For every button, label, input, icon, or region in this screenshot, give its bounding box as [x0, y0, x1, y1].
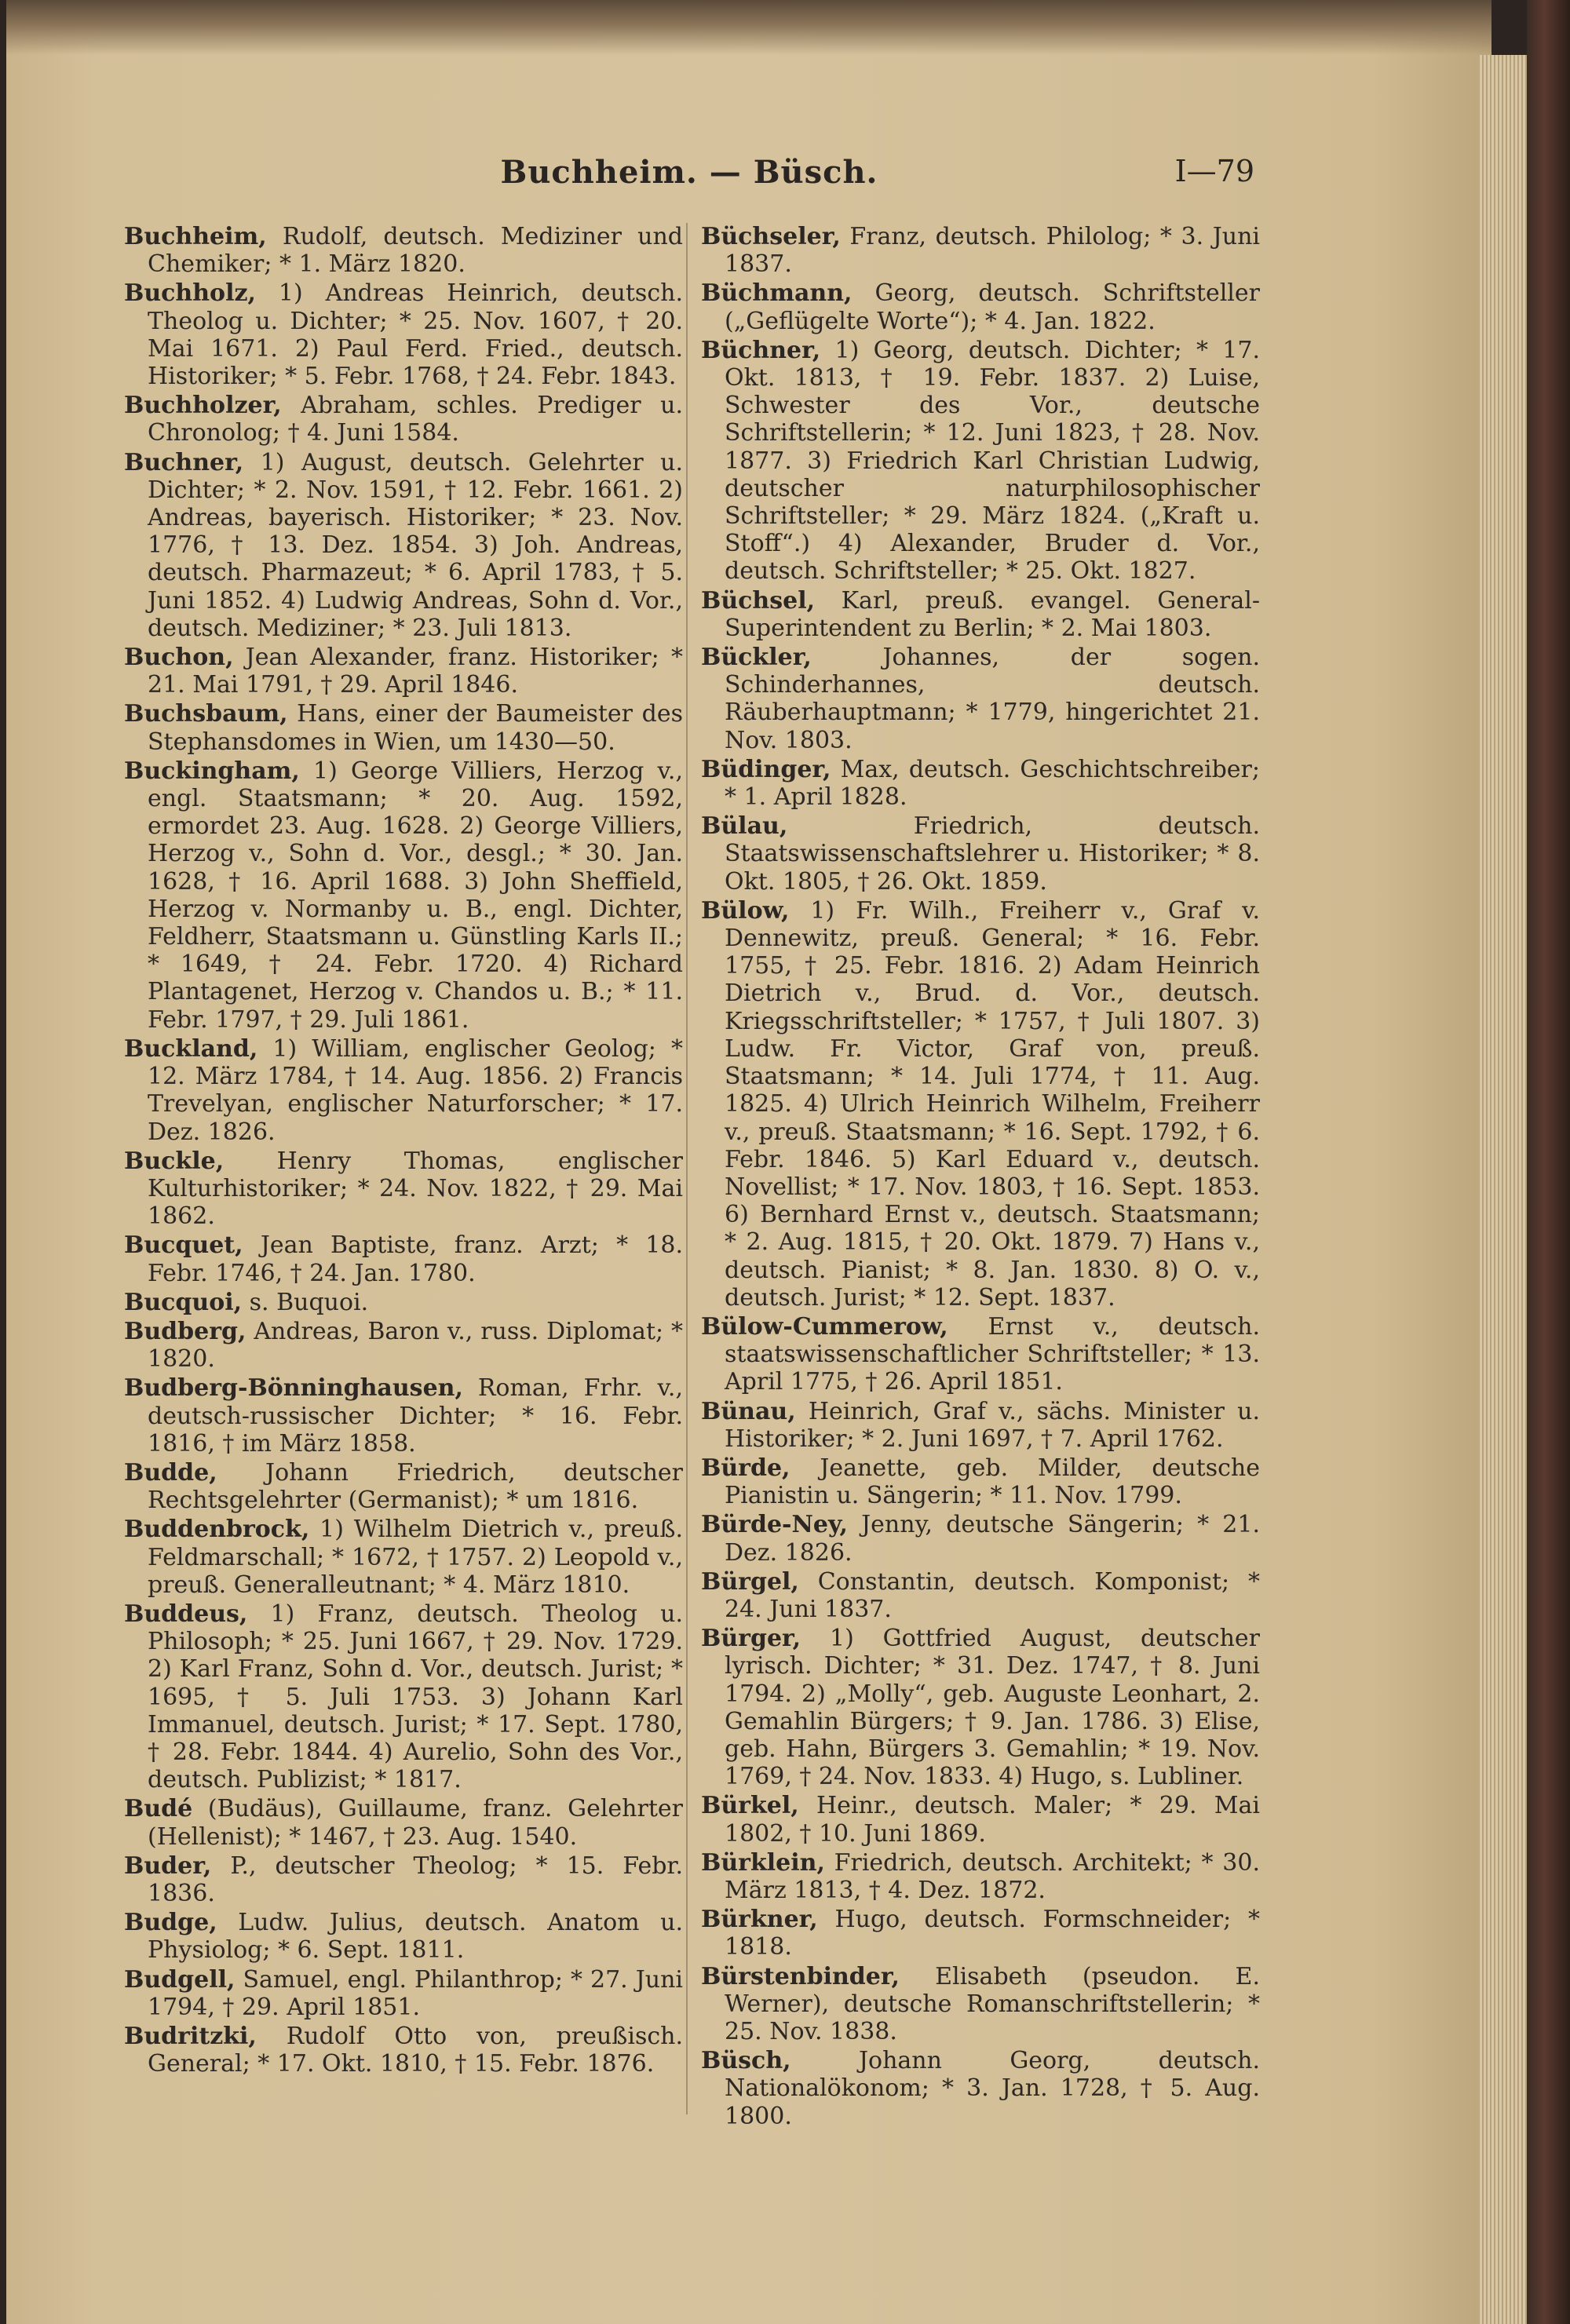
dictionary-entry: [701, 1963, 1260, 2046]
dictionary-entry: [701, 587, 1260, 642]
dictionary-entry: [701, 223, 1260, 278]
dictionary-entry: [701, 1792, 1260, 1847]
dictionary-entry: [701, 1568, 1260, 1623]
left-column: [124, 223, 683, 2079]
entry-headword: Buchheim,: [124, 223, 267, 250]
entry-headword: Buckingham,: [124, 757, 300, 785]
dictionary-entry: [701, 1398, 1260, 1453]
dictionary-entry: [701, 756, 1260, 811]
dictionary-entry: [124, 449, 683, 642]
entry-text: Franz, deutsch. Philolog; * 3. Juni 1837.: [725, 223, 1260, 279]
entry-headword: Budberg,: [124, 1317, 246, 1345]
dictionary-entry: [124, 392, 683, 447]
entry-headword: Buchner,: [124, 448, 244, 476]
entry-text: Jenny, deutsche Sängerin; * 21. Dez. 1826.: [725, 1511, 1260, 1567]
entry-headword: Buchon,: [124, 644, 234, 672]
dictionary-entry: [701, 897, 1260, 1312]
entry-headword: Bürde,: [701, 1454, 790, 1482]
entry-headword: Büchmann,: [701, 279, 853, 308]
dictionary-entry: [124, 223, 683, 278]
entry-text: Heinrich, Graf v., sächs. Minister u. Historiker; * 2. Juni 1697, † 7. April 1762.: [725, 1397, 1260, 1453]
entry-text: Hugo, deutsch. Formschneider; * 1818.: [725, 1906, 1260, 1961]
entry-headword: Budberg-Bönninghausen,: [124, 1374, 463, 1403]
entry-headword: Bucquet,: [124, 1231, 243, 1260]
dictionary-entry: [124, 1231, 683, 1286]
dictionary-entry: [701, 644, 1260, 754]
dictionary-entry: [124, 1374, 683, 1458]
entry-headword: Bückler,: [701, 644, 812, 672]
entry-text: 1) George Villiers, Herzog v., engl. Staatsmann; * 20. Aug. 1592, ermordet 23. Aug. 1628. 2) George Villiers, Herzog v., Sohn d. Vor., desgl.; * 30. Jan. 1628, † 16. April 1688. 3) John Sheffield, Herzog v. Normanby u. B., engl. Dichter, Feldherr, Staatsmann u. Günstling Karls II.; * 1649, † 24. Febr. 1720. 4) Richard Plantagenet, Herzog v. Chandos u. B.; * 11. Febr. 1797, † 29. Juli 1861.: [148, 757, 683, 1034]
book-page: [6, 0, 1492, 2324]
entry-headword: Bünau,: [701, 1397, 796, 1425]
dictionary-entry: [701, 1454, 1260, 1509]
entry-text: P., deutscher Theolog; * 15. Febr. 1836.: [148, 1852, 683, 1907]
entry-text: Ernst v., deutsch. staatswissenschaftlicher Schriftsteller; * 13. April 1775, † 26. April 1851.: [725, 1312, 1260, 1396]
entry-text: 1) Gottfried August, deutscher lyrisch. Dichter; * 31. Dez. 1747, † 8. Juni 1794. 2) „Molly“, geb. Auguste Leonhart, 2. Gemahlin Bürgers; † 9. Jan. 1786. 3) Elise, geb. Hahn, Bürgers 3. Gemahlin; * 19. Nov. 1769, † 24. Nov. 1833. 4) Hugo, s. Lubliner.: [725, 1625, 1260, 1791]
dictionary-entry: [124, 279, 683, 390]
dictionary-entry: [701, 337, 1260, 586]
entry-headword: Bürgel,: [701, 1567, 799, 1596]
entry-text: Friedrich, deutsch. Staatswissenschaftslehrer u. Historiker; * 8. Okt. 1805, † 26. Okt. 1859.: [725, 812, 1260, 896]
entry-text: s. Buquoi.: [242, 1288, 369, 1316]
entry-text: Jeanette, geb. Milder, deutsche Pianistin u. Sängerin; * 11. Nov. 1799.: [725, 1454, 1260, 1510]
entry-text: 1) Wilhelm Dietrich v., preuß. Feldmarschall; * 1672, † 1757. 2) Leopold v., preuß. Generalleutnant; * 4. März 1810.: [148, 1516, 683, 1599]
entry-headword: Buchholz,: [124, 279, 256, 308]
dictionary-entry: [124, 1147, 683, 1231]
entry-headword: Buchsbaum,: [124, 700, 288, 728]
dictionary-entry: [124, 1035, 683, 1146]
dictionary-entry: [124, 700, 683, 755]
entry-headword: Bürkner,: [701, 1906, 818, 1934]
entry-headword: Budritzki,: [124, 2023, 257, 2050]
entry-headword: Bürklein,: [701, 1848, 825, 1877]
dictionary-entry: [124, 1600, 683, 1793]
entry-text: Elisabeth (pseudon. E. Werner), deutsche Romanschriftstellerin; * 25. Nov. 1838.: [725, 1962, 1260, 2045]
entry-headword: Bülow,: [701, 896, 790, 925]
entry-text: Rudolf, deutsch. Mediziner und Chemiker; * 1. März 1820.: [148, 223, 683, 279]
entry-text: 1) Georg, deutsch. Dichter; * 17. Okt. 1813, † 19. Febr. 1837. 2) Luise, Schwester des Vor., deutsche Schriftstellerin; * 12. Juni 1823, † 28. Nov. 1877. 3) Friedrich Karl Christian Ludwig, deutscher naturphilosophischer Schriftsteller; * 29. März 1824. („Kraft u. Stoff“.) 4) Alexander, Bruder d. Vor., deutsch. Schriftsteller; * 25. Okt. 1827.: [725, 336, 1260, 586]
page-number: I—79: [1174, 154, 1254, 188]
column-divider: [686, 223, 688, 2114]
dictionary-entry: [124, 644, 683, 699]
dictionary-entry: [701, 1906, 1260, 1961]
entry-text: 1) Franz, deutsch. Theolog u. Philosoph; * 25. Juni 1667, † 29. Nov. 1729. 2) Karl Franz, Sohn d. Vor., deutsch. Jurist; * 1695, † 5. Juli 1753. 3) Johann Karl Immanuel, deutsch. Jurist; * 17. Sept. 1780, † 28. Febr. 1844. 4) Aurelio, Sohn des Vor., deutsch. Publizist; * 1817.: [148, 1600, 683, 1794]
dictionary-entry: [701, 1313, 1260, 1396]
entry-headword: Bürde-Ney,: [701, 1511, 849, 1539]
dictionary-entry: [701, 1625, 1260, 1790]
entry-headword: Büchseler,: [701, 223, 841, 250]
entry-text: Karl, preuß. evangel. General-Superintendent zu Berlin; * 2. Mai 1803.: [725, 586, 1260, 642]
entry-headword: Bürger,: [701, 1625, 801, 1653]
page-edges: [1480, 55, 1527, 2324]
entry-text: Abraham, schles. Prediger u. Chronolog; † 4. Juni 1584.: [148, 392, 683, 447]
dictionary-entry: [124, 2023, 683, 2078]
entry-headword: Budge,: [124, 1909, 217, 1937]
right-column: [701, 223, 1260, 2132]
entry-headword: Budde,: [124, 1458, 217, 1487]
dictionary-entry: [701, 279, 1260, 334]
dictionary-entry: [124, 1516, 683, 1599]
entry-headword: Buddeus,: [124, 1600, 248, 1628]
entry-text: Friedrich, deutsch. Architekt; * 30. März 1813, † 4. Dez. 1872.: [725, 1848, 1260, 1904]
entry-headword: Bürkel,: [701, 1792, 799, 1820]
entry-headword: Buckle,: [124, 1147, 225, 1175]
dictionary-entry: [701, 1849, 1260, 1904]
entry-headword: Buckland,: [124, 1034, 258, 1063]
entry-headword: Bucquoi,: [124, 1288, 243, 1316]
running-header: [124, 154, 1254, 198]
dictionary-entry: [701, 1511, 1260, 1566]
entry-headword: Büchsel,: [701, 586, 816, 615]
entry-headword: Bülow-Cummerow,: [701, 1312, 948, 1341]
dictionary-entry: [124, 1318, 683, 1373]
entry-text: Constantin, deutsch. Komponist; * 24. Juni 1837.: [725, 1567, 1260, 1623]
entry-text: Georg, deutsch. Schriftsteller („Geflügelte Worte“); * 4. Jan. 1822.: [725, 279, 1260, 335]
entry-text: Jean Alexander, franz. Historiker; * 21. Mai 1791, † 29. April 1846.: [148, 644, 683, 699]
entry-text: 1) Fr. Wilh., Freiherr v., Graf v. Dennewitz, preuß. General; * 16. Febr. 1755, † 25. Febr. 1816. 2) Adam Heinrich Dietrich v., Brud. d. Vor., deutsch. Kriegsschriftsteller; * 1757, † Juli 1807. 3) Ludw. Fr. Victor, Graf von, preuß. Staatsmann; * 14. Juli 1774, † 11. Aug. 1825. 4) Ulrich Heinrich Wilhelm, Freiherr v., preuß. Staatsmann; * 16. Sept. 1792, † 6. Febr. 1846. 5) Karl Eduard v., deutsch. Novellist; * 17. Nov. 1803, † 16. Sept. 1853. 6) Bernhard Ernst v., deutsch. Staatsmann; * 2. Aug. 1815, † 20. Okt. 1879. 7) Hans v., deutsch. Pianist; * 8. Jan. 1830. 8) O. v., deutsch. Jurist; * 12. Sept. 1837.: [725, 896, 1260, 1312]
entry-text: Johannes, der sogen. Schinderhannes, deutsch. Räuberhauptmann; * 1779, hingerichtet 21. Nov. 1803.: [725, 644, 1260, 754]
page-header-title: Buchheim. — Büsch.: [500, 154, 878, 191]
entry-text: Max, deutsch. Geschichtschreiber; * 1. April 1828.: [725, 755, 1260, 812]
entry-text: Rudolf Otto von, preußisch. General; * 17. Okt. 1810, † 15. Febr. 1876.: [148, 2023, 683, 2078]
entry-text: 1) William, englischer Geolog; * 12. März 1784, † 14. Aug. 1856. 2) Francis Trevelyan, englischer Naturforscher; * 17. Dez. 1826.: [148, 1034, 683, 1146]
dictionary-entry: [701, 2047, 1260, 2130]
entry-headword: Buddenbrock,: [124, 1516, 310, 1544]
entry-headword: Büchner,: [701, 336, 821, 364]
dictionary-entry: [124, 1795, 683, 1850]
dictionary-entry: [124, 1966, 683, 2021]
entry-text: Johann Friedrich, deutscher Rechtsgelehrter (Germanist); * um 1816.: [148, 1458, 683, 1515]
dictionary-entry: [124, 1852, 683, 1907]
entry-headword: Budé: [124, 1795, 193, 1823]
dictionary-entry: [701, 812, 1260, 896]
entry-headword: Büsch,: [701, 2047, 791, 2075]
entry-headword: Buder,: [124, 1852, 212, 1880]
entry-text: (Budäus), Guillaume, franz. Gelehrter (Hellenist); * 1467, † 23. Aug. 1540.: [148, 1795, 683, 1851]
entry-text: Roman, Frhr. v., deutsch-russischer Dichter; * 16. Febr. 1816, † im März 1858.: [148, 1374, 683, 1458]
entry-text: 1) Andreas Heinrich, deutsch. Theolog u. Dichter; * 25. Nov. 1607, † 20. Mai 1671. 2) Paul Ferd. Fried., deutsch. Historiker; * 5. Febr. 1768, † 24. Febr. 1843.: [148, 279, 683, 391]
dictionary-entry: [124, 1909, 683, 1964]
dictionary-entry: [124, 1289, 683, 1316]
dictionary-entry: [124, 757, 683, 1034]
entry-text: Andreas, Baron v., russ. Diplomat; * 1820.: [148, 1317, 683, 1374]
entry-headword: Bürstenbinder,: [701, 1962, 900, 1990]
entry-text: 1) August, deutsch. Gelehrter u. Dichter; * 2. Nov. 1591, † 12. Febr. 1661. 2) Andreas, bayerisch. Historiker; * 23. Nov. 1776, † 13. Dez. 1854. 3) Joh. Andreas, deutsch. Pharmazeut; * 6. April 1783, † 5. Juni 1852. 4) Ludwig Andreas, Sohn d. Vor., deutsch. Mediziner; * 23. Juli 1813.: [148, 448, 683, 642]
entry-headword: Bülau,: [701, 812, 788, 841]
entry-text: Jean Baptiste, franz. Arzt; * 18. Febr. 1746, † 24. Jan. 1780.: [148, 1231, 683, 1287]
entry-text: Hans, einer der Baumeister des Stephansdomes in Wien, um 1430—50.: [148, 700, 683, 756]
entry-text: Ludw. Julius, deutsch. Anatom u. Physiolog; * 6. Sept. 1811.: [148, 1909, 683, 1965]
entry-headword: Buchholzer,: [124, 392, 282, 420]
entry-headword: Budgell,: [124, 1965, 236, 1994]
entry-text: Heinr., deutsch. Maler; * 29. Mai 1802, † 10. Juni 1869.: [725, 1792, 1260, 1848]
book-binding: [1527, 0, 1570, 2324]
entry-text: Johann Georg, deutsch. Nationalökonom; * 3. Jan. 1728, † 5. Aug. 1800.: [725, 2047, 1260, 2130]
entry-headword: Büdinger,: [701, 755, 831, 783]
entry-text: Henry Thomas, englischer Kulturhistoriker; * 24. Nov. 1822, † 29. Mai 1862.: [148, 1147, 683, 1231]
dictionary-entry: [124, 1459, 683, 1514]
entry-text: Samuel, engl. Philanthrop; * 27. Juni 1794, † 29. April 1851.: [148, 1965, 683, 2021]
